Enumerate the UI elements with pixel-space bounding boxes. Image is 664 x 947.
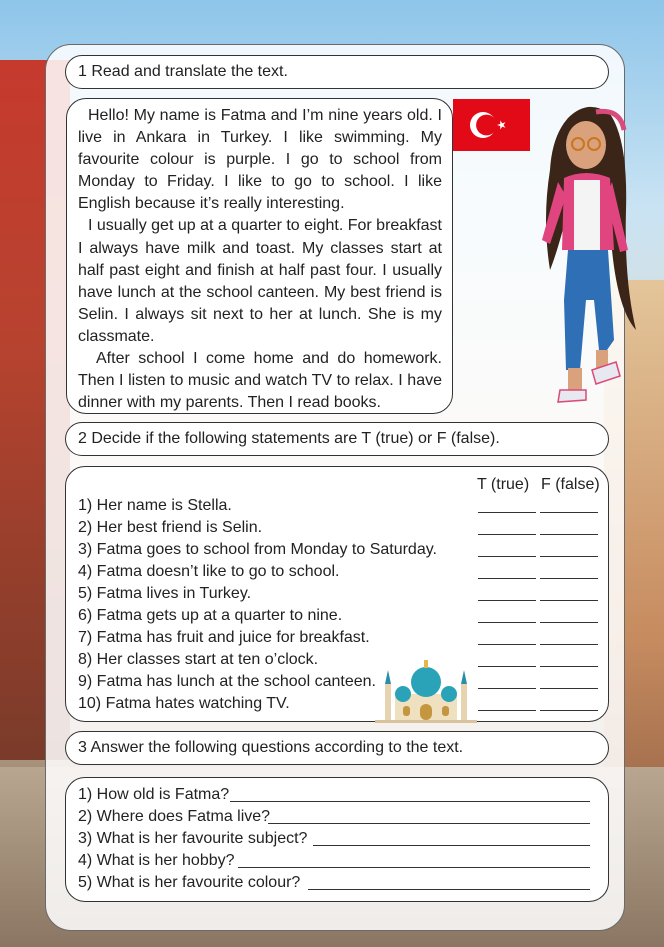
passage-paragraph: After school I come home and do homework. Then I listen to music and watch TV to relax. I have dinner with my parents. Then I read books.: [78, 350, 442, 412]
true-answer-blank[interactable]: [478, 688, 536, 689]
girl-illustration: [528, 100, 640, 420]
statement-item: 2) Her best friend is Selin.: [78, 519, 263, 536]
statement-item: 4) Fatma doesn’t like to go to school.: [78, 563, 340, 580]
statement-item: 3) Fatma goes to school from Monday to Saturday.: [78, 541, 437, 558]
exercise1-instruction: 1 Read and translate the text.: [65, 55, 609, 89]
true-answer-blank[interactable]: [478, 534, 536, 535]
false-answer-blank[interactable]: [540, 666, 598, 667]
column-false-header: F (false): [541, 476, 600, 493]
statement-item: 8) Her classes start at ten o’clock.: [78, 651, 319, 668]
false-answer-blank[interactable]: [540, 688, 598, 689]
false-answer-blank[interactable]: [540, 622, 598, 623]
question-item: 2) Where does Fatma live?: [78, 808, 271, 825]
question-item: 1) How old is Fatma?: [78, 786, 230, 803]
statement-item: 5) Fatma lives in Turkey.: [78, 585, 252, 602]
exercise3-instruction: 3 Answer the following questions according to the text.: [65, 731, 609, 765]
answer-line[interactable]: [308, 889, 590, 890]
statement-item: 6) Fatma gets up at a quarter to nine.: [78, 607, 343, 624]
true-answer-blank[interactable]: [478, 556, 536, 557]
true-answer-blank[interactable]: [478, 710, 536, 711]
true-answer-blank[interactable]: [478, 666, 536, 667]
column-true-header: T (true): [477, 476, 530, 493]
false-answer-blank[interactable]: [540, 512, 598, 513]
true-answer-blank[interactable]: [478, 512, 536, 513]
reading-passage: [66, 98, 453, 414]
statement-item: 10) Fatma hates watching TV.: [78, 695, 290, 712]
statement-item: 7) Fatma has fruit and juice for breakfast.: [78, 629, 370, 646]
true-answer-blank[interactable]: [478, 600, 536, 601]
question-item: 4) What is her hobby?: [78, 852, 235, 869]
answer-line[interactable]: [268, 823, 590, 824]
false-answer-blank[interactable]: [540, 600, 598, 601]
turkey-flag-icon: [453, 99, 530, 151]
false-answer-blank[interactable]: [540, 710, 598, 711]
false-answer-blank[interactable]: [540, 578, 598, 579]
true-answer-blank[interactable]: [478, 622, 536, 623]
question-item: 3) What is her favourite subject?: [78, 830, 308, 847]
answer-line[interactable]: [238, 867, 590, 868]
false-answer-blank[interactable]: [540, 644, 598, 645]
answer-line[interactable]: [313, 845, 590, 846]
statement-item: 1) Her name is Stella.: [78, 497, 232, 514]
true-answer-blank[interactable]: [478, 578, 536, 579]
question-item: 5) What is her favourite colour?: [78, 874, 301, 891]
answer-line[interactable]: [230, 801, 590, 802]
passage-paragraph: Hello! My name is Fatma and I’m nine years old. I live in Ankara in Turkey. I like swimming. My favourite colour is purple. I go to school from Monday to Friday. I like to go to school. I like English because it’s really interesting.: [78, 107, 442, 213]
mosque-illustration: [367, 650, 485, 724]
false-answer-blank[interactable]: [540, 534, 598, 535]
true-answer-blank[interactable]: [478, 644, 536, 645]
false-answer-blank[interactable]: [540, 556, 598, 557]
statement-item: 9) Fatma has lunch at the school canteen.: [78, 673, 376, 690]
exercise2-instruction: 2 Decide if the following statements are T (true) or F (false).: [65, 422, 609, 456]
passage-paragraph: I usually get up at a quarter to eight. For breakfast I always have milk and toast. My classes start at half past eight and finish at half past four. I usually have lunch at the school canteen. My best friend is Selin. I always sit next to her at lunch. She is my classmate.: [78, 217, 442, 345]
